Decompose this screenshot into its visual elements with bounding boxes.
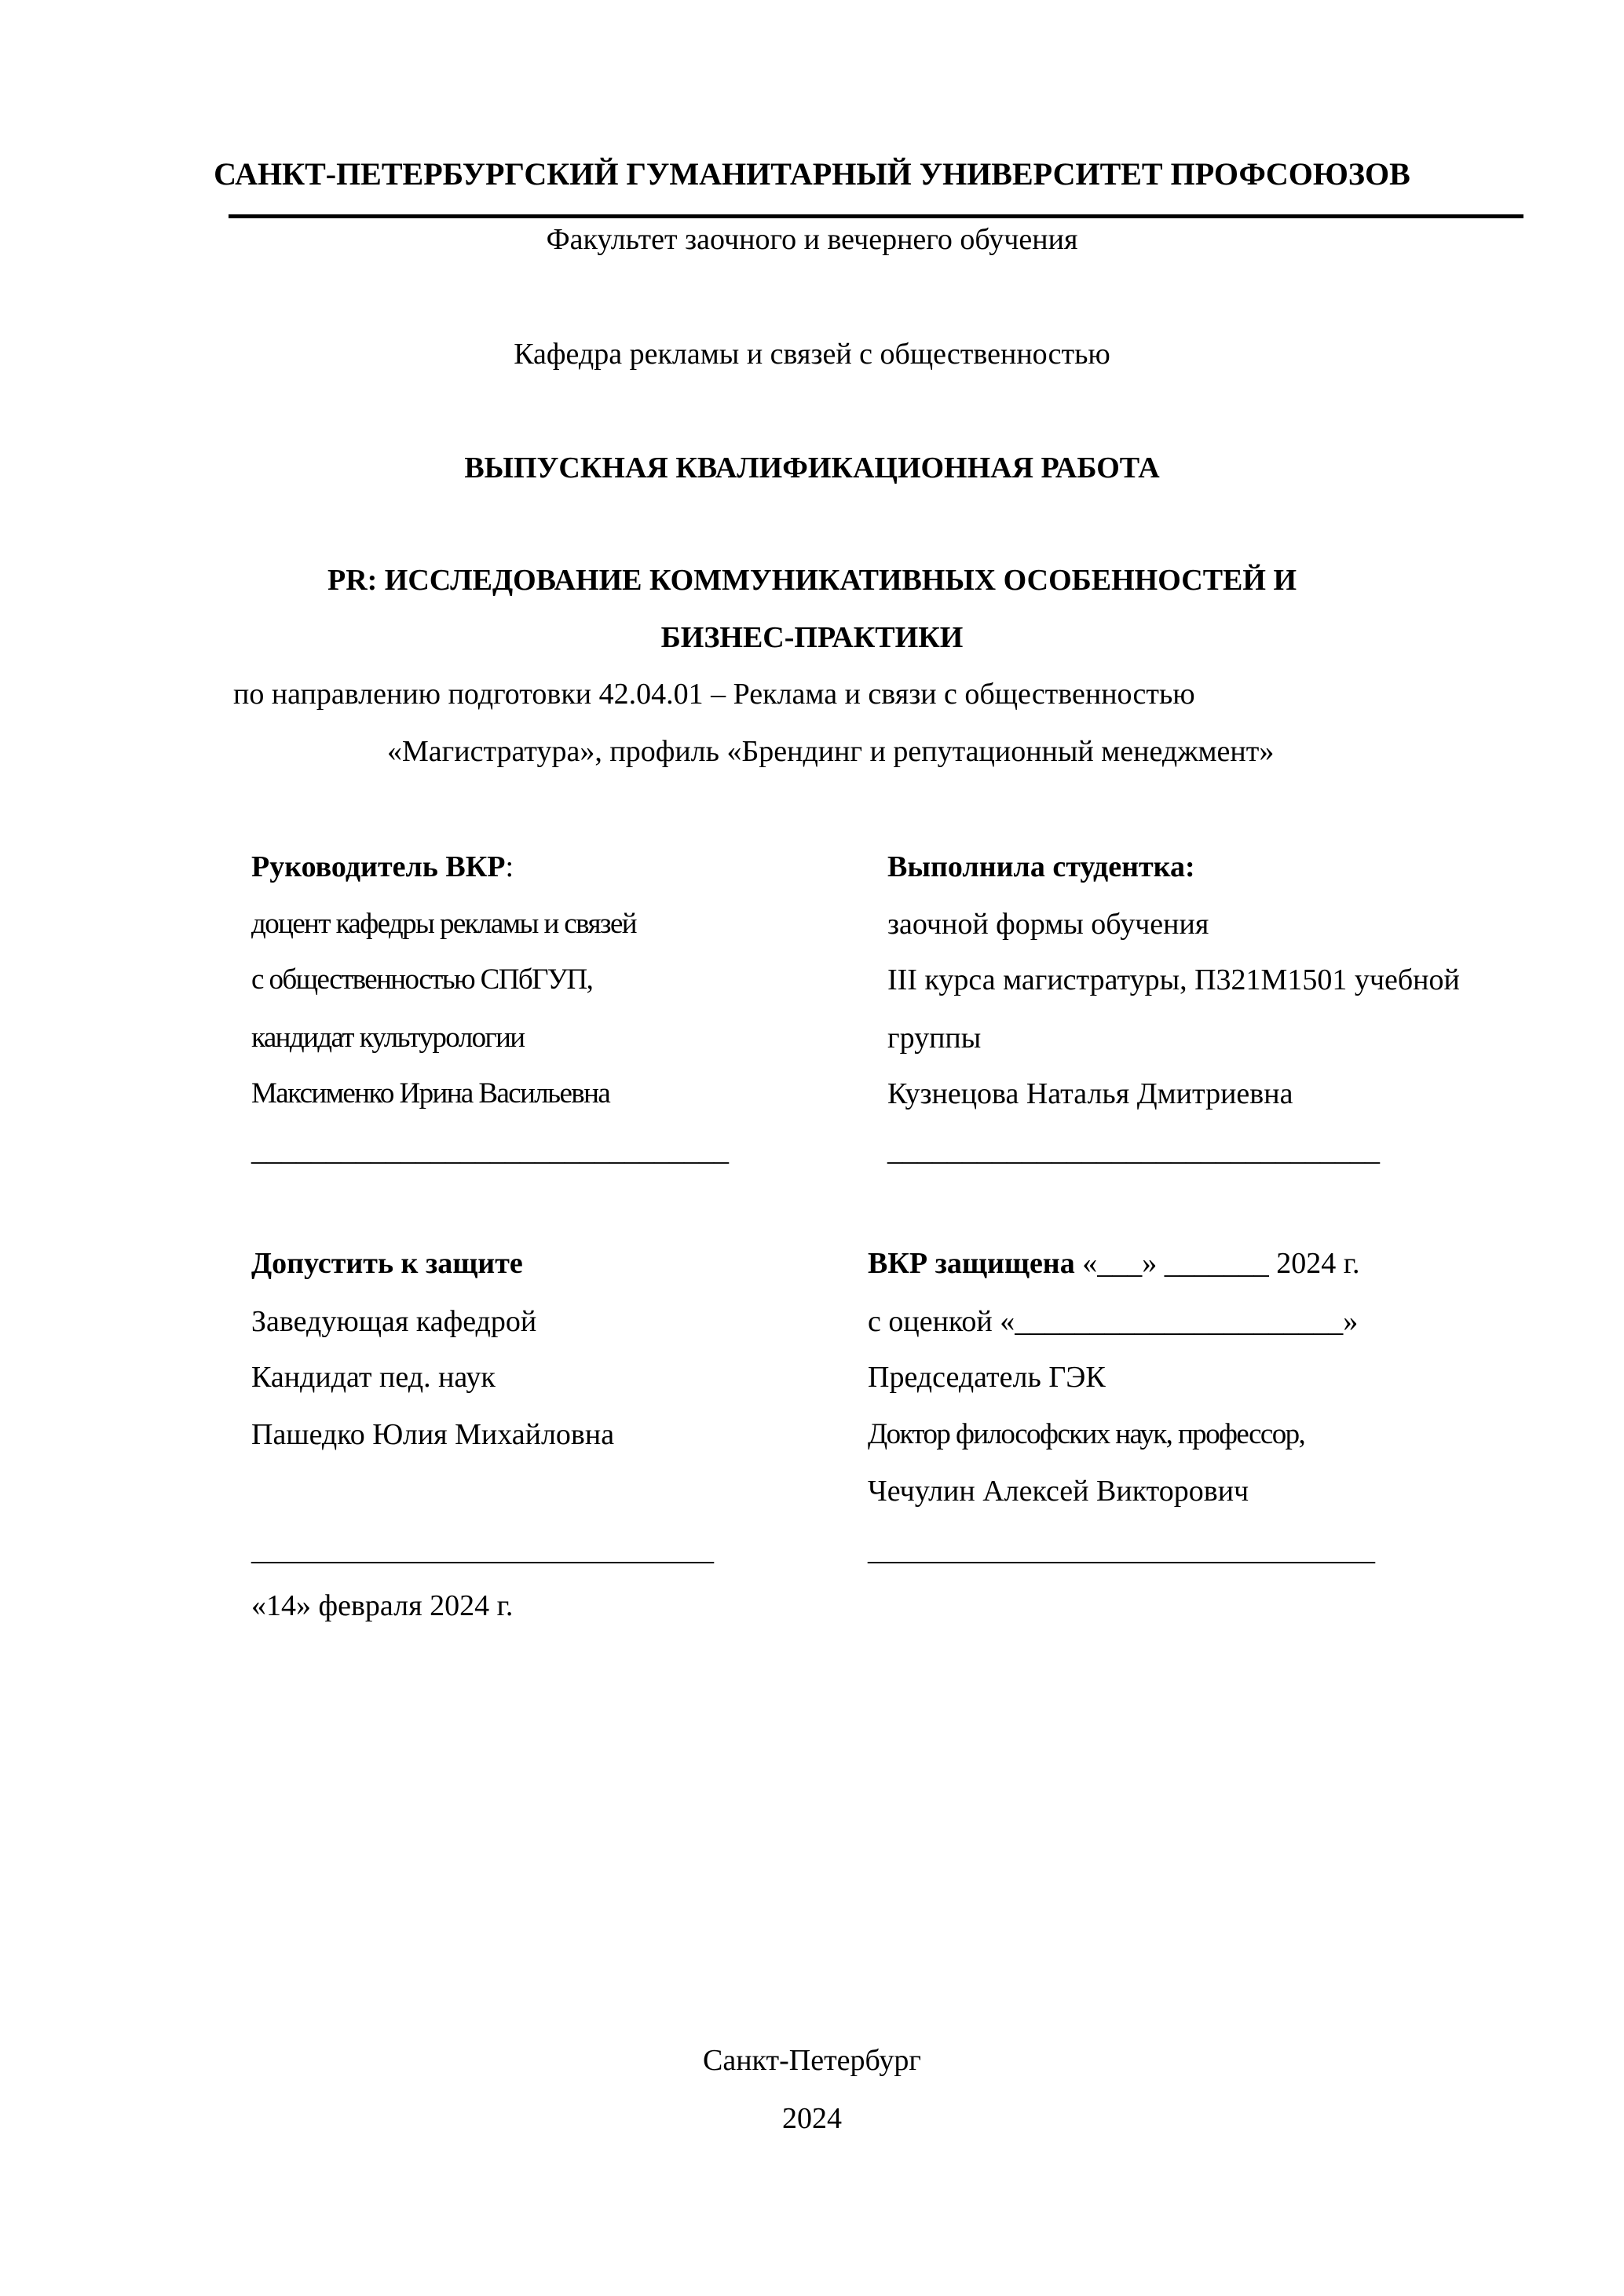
student-line: III курса магистратуры, П321М1501 учебной xyxy=(887,963,1460,996)
defense-signature-line: __________________________________ xyxy=(868,1534,1375,1567)
supervisor-line: кандидат культурологии xyxy=(251,1022,525,1054)
student-line: группы xyxy=(887,1022,982,1055)
supervisor-heading xyxy=(251,847,514,887)
defense-heading-label: ВКР защищена xyxy=(868,1247,1075,1280)
defense-line: Доктор философских наук, профессор, xyxy=(868,1418,1305,1450)
admission-line: Заведующая кафедрой xyxy=(251,1305,537,1338)
admission-signature-line: _______________________________ xyxy=(251,1534,714,1567)
student-signature-line: _________________________________ xyxy=(887,1134,1380,1167)
defense-heading xyxy=(868,1244,1360,1283)
admission-date: «14» февраля 2024 г. xyxy=(251,1589,514,1622)
supervisor-line: доцент кафедры рекламы и связей xyxy=(251,908,636,940)
student-name: Кузнецова Наталья Дмитриевна xyxy=(887,1077,1293,1110)
admission-name: Пашедко Юлия Михайловна xyxy=(251,1418,615,1451)
admission-heading: Допустить к защите xyxy=(251,1247,523,1280)
supervisor-name: Максименко Ирина Васильевна xyxy=(251,1077,610,1110)
admission-line: Кандидат пед. наук xyxy=(251,1361,496,1394)
defense-date-blank: «___» _______ 2024 г. xyxy=(1074,1247,1360,1280)
department-name: Кафедра рекламы и связей с общественностью xyxy=(514,338,1110,371)
defense-line: Председатель ГЭК xyxy=(868,1361,1106,1394)
supervisor-line: с общественностью СПбГУП, xyxy=(251,963,593,996)
supervisor-heading-label: Руководитель ВКР xyxy=(251,850,506,883)
faculty-name: Факультет заочного и вечернего обучения xyxy=(546,223,1078,256)
topic-line-1: PR: ИССЛЕДОВАНИЕ КОММУНИКАТИВНЫХ ОСОБЕННОСТЕЙ И xyxy=(327,564,1297,597)
student-heading: Выполнила студентка: xyxy=(887,850,1195,883)
supervisor-signature-line: ________________________________ xyxy=(251,1134,729,1167)
defense-grade: с оценкой «______________________» xyxy=(868,1305,1359,1338)
defense-chair-name: Чечулин Алексей Викторович xyxy=(868,1475,1249,1508)
footer-city: Санкт-Петербург xyxy=(702,2044,922,2077)
work-type-title: ВЫПУСКНАЯ КВАЛИФИКАЦИОННАЯ РАБОТА xyxy=(464,452,1160,484)
university-name: САНКТ-ПЕТЕРБУРГСКИЙ ГУМАНИТАРНЫЙ УНИВЕРСИТЕТ ПРОФСОЮЗОВ xyxy=(214,156,1410,192)
header-rule xyxy=(229,214,1523,218)
profile-text: «Магистратура», профиль «Брендинг и репутационный менеджмент» xyxy=(387,735,1275,768)
student-line: заочной формы обучения xyxy=(887,908,1209,941)
supervisor-heading-colon: : xyxy=(505,850,514,883)
direction-text: по направлению подготовки 42.04.01 – Реклама и связи с общественностью xyxy=(233,678,1195,711)
topic-line-2: БИЗНЕС-ПРАКТИКИ xyxy=(660,621,964,654)
footer-year: 2024 xyxy=(782,2102,842,2135)
